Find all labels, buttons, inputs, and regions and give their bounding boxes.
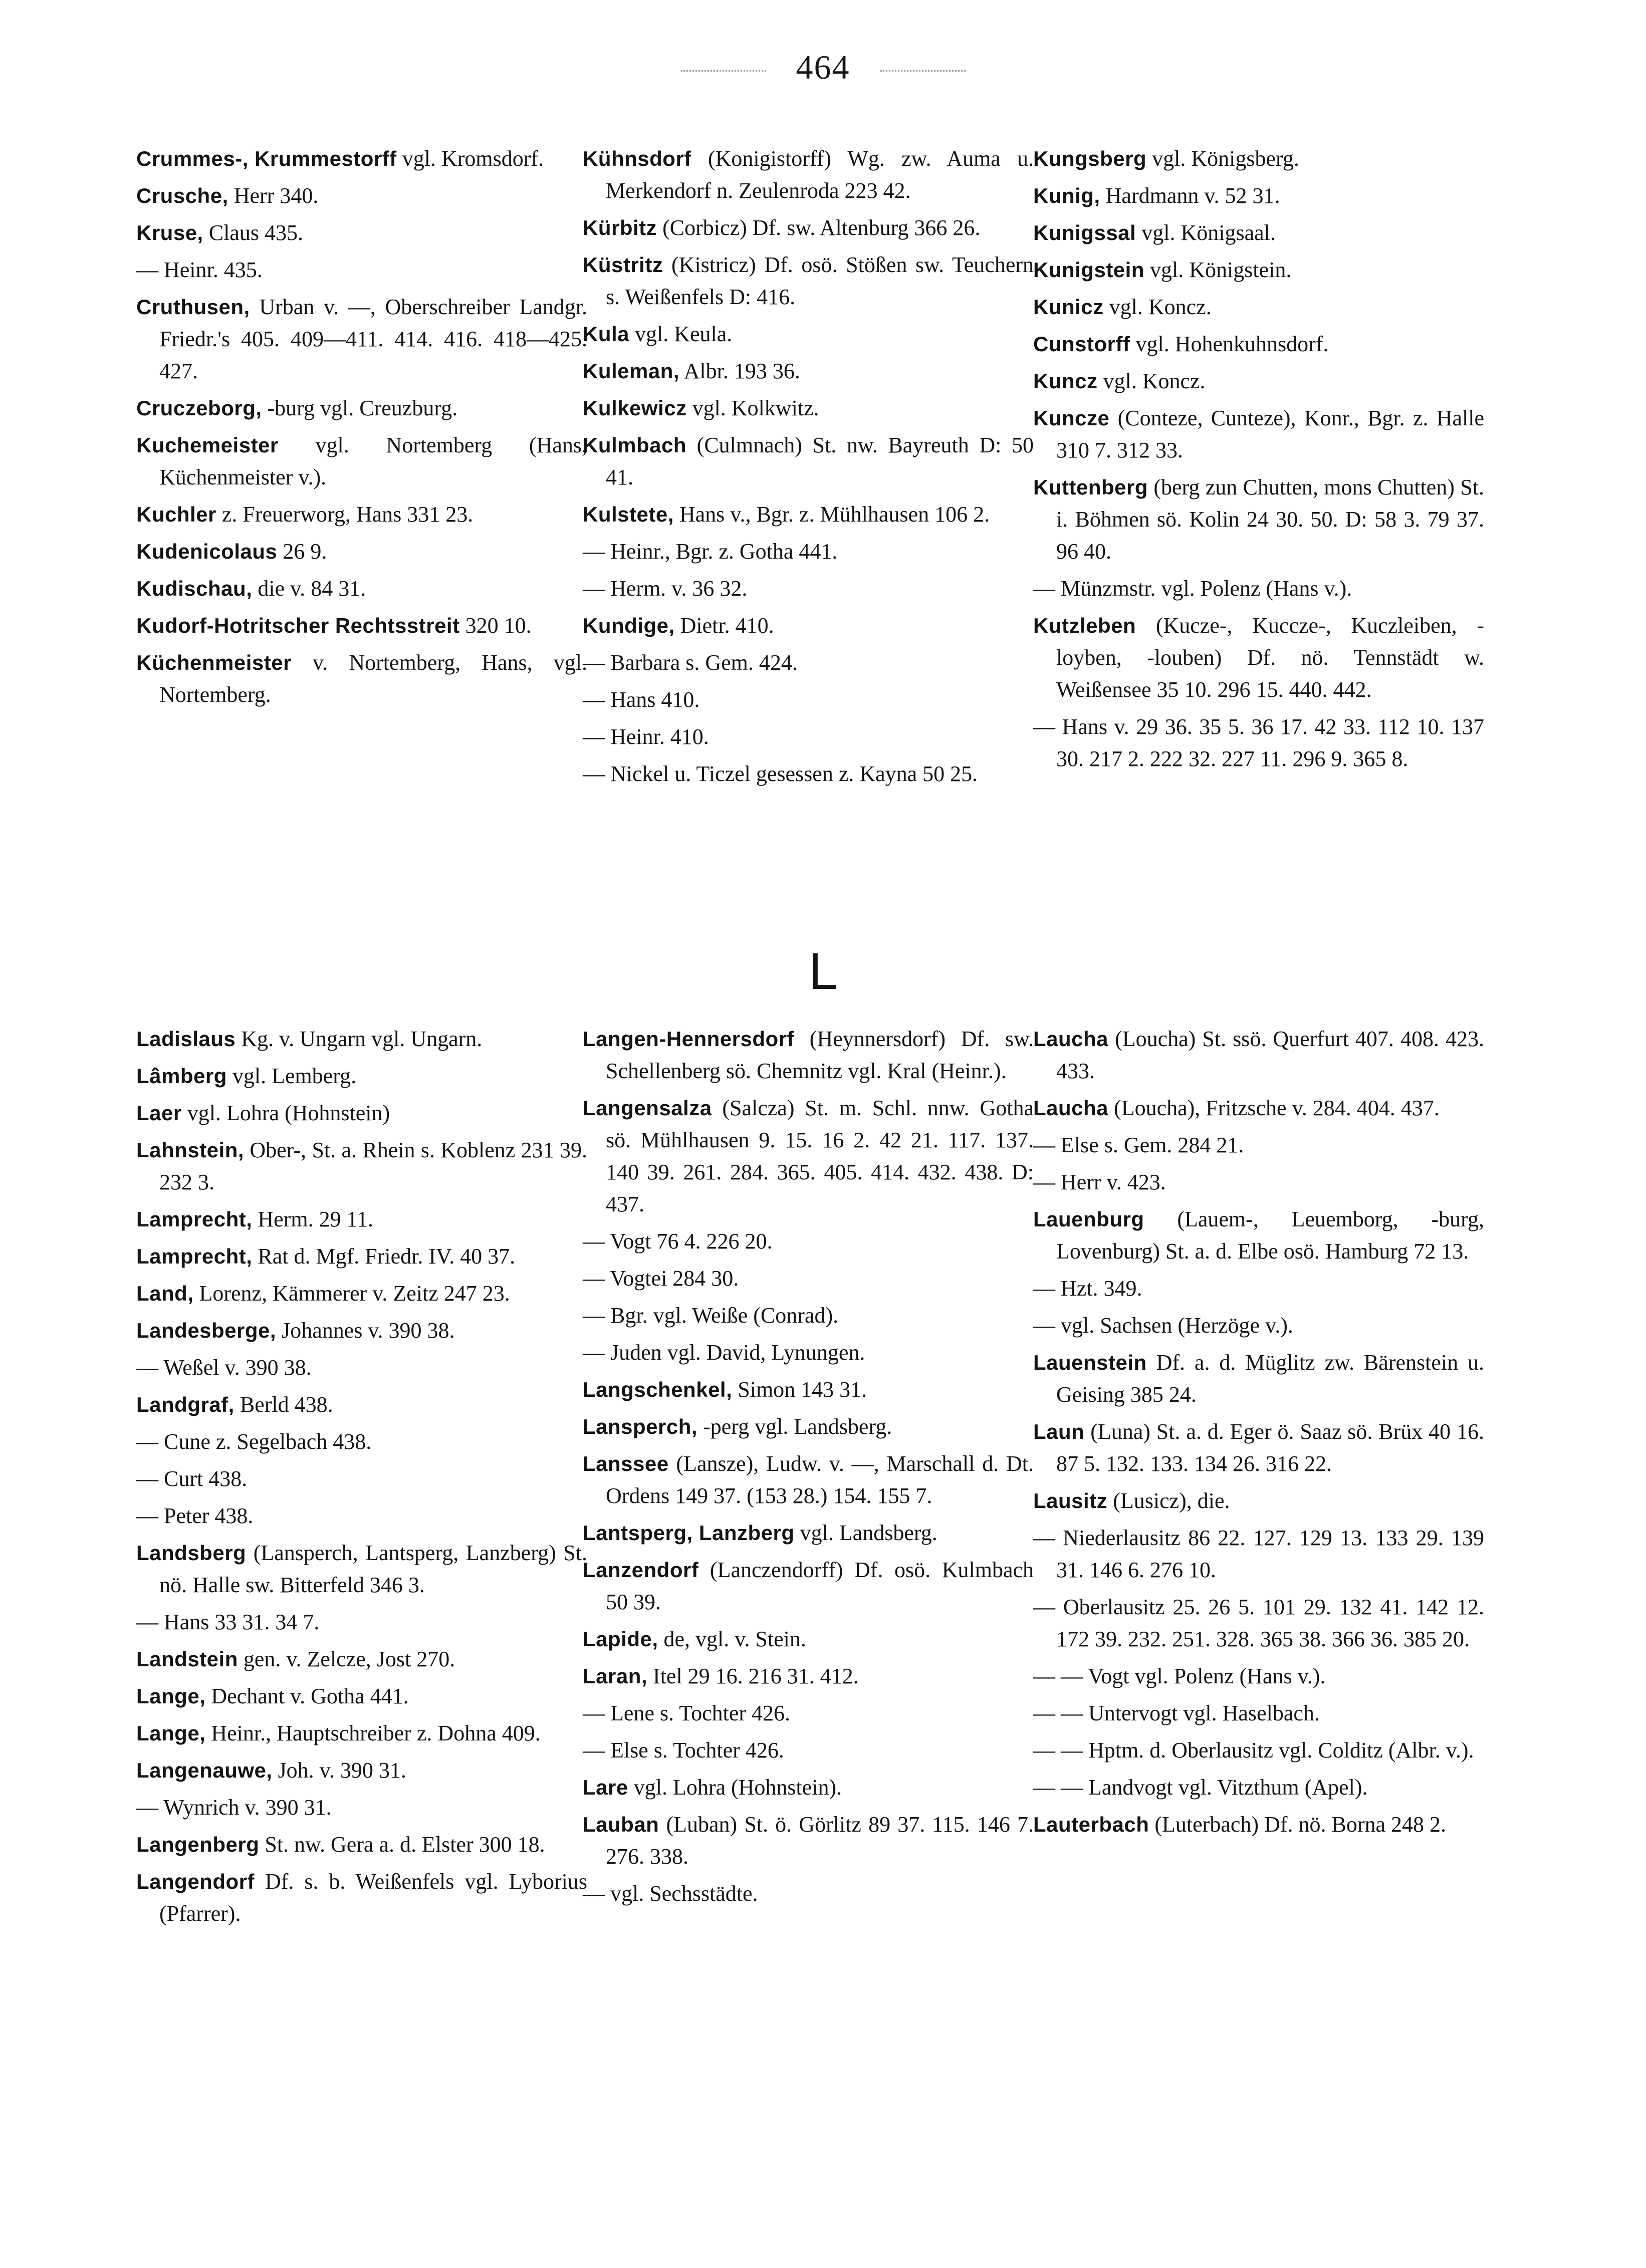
entry-text: — Herm. v. 36 32.: [583, 576, 748, 601]
entry-text: — Hzt. 349.: [1033, 1276, 1142, 1301]
index-entry: [583, 355, 1034, 387]
entry-text: Heinr., Hauptschreiber z. Dohna 409.: [205, 1721, 541, 1745]
index-entry: [1033, 1734, 1484, 1767]
entry-headword: Kutzleben: [1033, 614, 1136, 637]
entry-headword: Land,: [136, 1282, 194, 1305]
index-entry: [1033, 180, 1484, 212]
index-entry: [583, 1772, 1034, 1804]
entry-headword: Kungsberg: [1033, 147, 1147, 170]
entry-headword: Kühnsdorf: [583, 147, 691, 170]
index-entry: [1033, 291, 1484, 323]
entry-text: — Else s. Gem. 284 21.: [1033, 1133, 1244, 1157]
section-letter: L: [808, 942, 838, 1000]
entry-text: (Kistricz) Df. osö. Stößen sw. Teuchern s. Weißenfels D: 416.: [606, 253, 1034, 309]
entry-text: gen. v. Zelcze, Jost 270.: [238, 1647, 455, 1671]
entry-text: — Barbara s. Gem. 424.: [583, 650, 798, 675]
index-entry: [136, 143, 587, 175]
entry-headword: Kuncz: [1033, 369, 1098, 393]
index-entry: [583, 249, 1034, 313]
index-entry: [1033, 573, 1484, 605]
index-entry: [1033, 1697, 1484, 1729]
entry-headword: Kula: [583, 322, 630, 346]
entry-headword: Lansperch,: [583, 1415, 698, 1438]
entry-text: — Hans 410.: [583, 687, 700, 712]
entry-text: — — Landvogt vgl. Vitzthum (Apel).: [1033, 1775, 1368, 1800]
index-entry: [136, 1315, 587, 1347]
entry-text: vgl. Landsberg.: [794, 1521, 937, 1545]
index-entry: [583, 1300, 1034, 1332]
entry-headword: Kulmbach: [583, 433, 687, 457]
entry-text: v. Nortemberg, Hans, vgl. Nortemberg.: [159, 650, 587, 707]
entry-headword: Lanzendorf: [583, 1558, 699, 1582]
entry-text: — Vogtei 284 30.: [583, 1266, 739, 1291]
index-entry: [1033, 1310, 1484, 1342]
index-entry: [1033, 1660, 1484, 1692]
entry-text: (Lusicz), die.: [1107, 1488, 1230, 1513]
index-entry: [136, 1680, 587, 1712]
entry-text: die v. 84 31.: [252, 576, 366, 601]
index-column: [583, 1023, 1034, 1915]
index-entry: [583, 429, 1034, 493]
index-entry: [136, 1754, 587, 1787]
index-entry: [583, 721, 1034, 753]
entry-text: -burg vgl. Creuzburg.: [262, 396, 458, 420]
index-entry: [583, 1411, 1034, 1443]
index-entry: [1033, 365, 1484, 397]
index-entry: [136, 254, 587, 286]
entry-text: — vgl. Sachsen (Herzöge v.).: [1033, 1313, 1293, 1338]
entry-text: Joh. v. 390 31.: [272, 1758, 406, 1783]
entry-text: — — Untervogt vgl. Haselbach.: [1033, 1701, 1320, 1725]
index-entry: [136, 429, 587, 493]
index-entry: [583, 1809, 1034, 1873]
entry-headword: Lapide,: [583, 1627, 658, 1651]
index-column: [583, 143, 1034, 795]
entry-text: Df. a. d. Müglitz zw. Bärenstein u. Geising 385 24.: [1056, 1350, 1484, 1407]
entry-headword: Küchenmeister: [136, 651, 292, 674]
index-entry: [583, 1263, 1034, 1295]
entry-text: — vgl. Sechsstädte.: [583, 1881, 758, 1906]
entry-text: Herm. 29 11.: [252, 1207, 373, 1231]
entry-text: Albr. 193 36.: [679, 359, 800, 383]
index-entry: [136, 1500, 587, 1532]
index-entry: [136, 1389, 587, 1421]
entry-headword: Crusche,: [136, 184, 228, 207]
index-column: [136, 1023, 587, 1935]
index-entry: [583, 1517, 1034, 1549]
entry-headword: Laucha: [1033, 1096, 1109, 1120]
entry-headword: Kuleman,: [583, 359, 680, 383]
entry-text: — Vogt 76 4. 226 20.: [583, 1229, 773, 1253]
entry-headword: Cunstorff: [1033, 332, 1130, 356]
entry-text: vgl. Koncz.: [1103, 295, 1212, 319]
entry-headword: Lauterbach: [1033, 1813, 1149, 1836]
index-entry: [583, 684, 1034, 716]
entry-headword: Landgraf,: [136, 1393, 234, 1416]
entry-headword: Cruczeborg,: [136, 396, 262, 420]
index-entry: [583, 1623, 1034, 1655]
entry-headword: Kunig,: [1033, 184, 1100, 207]
index-entry: [1033, 711, 1484, 775]
entry-text: Itel 29 16. 216 31. 412.: [647, 1664, 859, 1688]
entry-headword: Kunigssal: [1033, 221, 1136, 244]
entry-text: vgl. Keula.: [629, 322, 733, 346]
entry-text: Dechant v. Gotha 441.: [205, 1684, 409, 1708]
index-entry: [136, 1866, 587, 1930]
index-entry: [136, 217, 587, 249]
index-entry: [583, 318, 1034, 350]
index-entry: [583, 392, 1034, 424]
entry-text: (Loucha), Fritzsche v. 284. 404. 437.: [1108, 1096, 1440, 1120]
entry-text: Dietr. 410.: [674, 613, 774, 638]
entry-text: Johannes v. 390 38.: [276, 1318, 455, 1343]
page-number: 464: [0, 48, 1646, 87]
index-column: [1033, 143, 1484, 780]
entry-text: vgl. Nortemberg (Hans, Küchenmeister v.).: [159, 433, 587, 489]
entry-headword: Langen-Hennersdorf: [583, 1027, 795, 1051]
index-entry: [136, 392, 587, 424]
entry-headword: Lantsperg, Lanzberg: [583, 1521, 795, 1545]
entry-headword: Kudenicolaus: [136, 540, 278, 563]
index-entry: [583, 1448, 1034, 1512]
index-entry: [136, 180, 587, 212]
entry-headword: Kundige,: [583, 614, 675, 637]
entry-text: vgl. Koncz.: [1097, 369, 1206, 393]
entry-text: — Nickel u. Ticzel gesessen z. Kayna 50 25.: [583, 762, 978, 786]
entry-headword: Lange,: [136, 1684, 206, 1708]
index-entry: [583, 1697, 1034, 1729]
index-entry: [136, 1023, 587, 1055]
index-entry: [136, 1537, 587, 1601]
entry-text: — Weßel v. 390 38.: [136, 1355, 312, 1380]
entry-text: vgl. Lohra (Hohnstein).: [628, 1775, 842, 1800]
entry-text: -perg vgl. Landsberg.: [697, 1414, 892, 1439]
index-entry: [1033, 1129, 1484, 1161]
entry-text: (Konigistorff) Wg. zw. Auma u. Merkendorf n. Zeulenroda 223 42.: [606, 146, 1034, 203]
index-entry: [136, 610, 587, 642]
index-entry: [1033, 471, 1484, 568]
entry-text: vgl. Königsaal.: [1136, 220, 1276, 245]
index-entry: [136, 1203, 587, 1235]
index-entry: [136, 291, 587, 387]
entry-headword: Lauenburg: [1033, 1207, 1144, 1231]
entry-text: vgl. Hohenkuhnsdorf.: [1130, 332, 1329, 356]
index-entry: [136, 1643, 587, 1675]
entry-headword: Laran,: [583, 1664, 648, 1688]
index-entry: [583, 143, 1034, 207]
index-entry: [1033, 1591, 1484, 1655]
entry-headword: Lâmberg: [136, 1064, 227, 1088]
index-entry: [1033, 402, 1484, 466]
index-entry: [583, 1554, 1034, 1618]
index-entry: [583, 1374, 1034, 1406]
entry-text: — Wynrich v. 390 31.: [136, 1795, 332, 1820]
entry-headword: Küstritz: [583, 253, 663, 277]
index-entry: [1033, 1416, 1484, 1480]
entry-text: (Lansze), Ludw. v. —, Marschall d. Dt. Ordens 149 37. (153 28.) 154. 155 7.: [606, 1451, 1034, 1508]
index-entry: [583, 610, 1034, 642]
entry-text: Simon 143 31.: [732, 1377, 867, 1402]
entry-headword: Lamprecht,: [136, 1207, 253, 1231]
entry-text: vgl. Königsberg.: [1146, 146, 1299, 171]
entry-headword: Kunigstein: [1033, 258, 1144, 282]
entry-text: z. Freuerworg, Hans 331 23.: [216, 502, 474, 527]
entry-text: Berld 438.: [234, 1392, 333, 1417]
index-entry: [136, 1463, 587, 1495]
index-entry: [136, 1097, 587, 1129]
entry-headword: Ladislaus: [136, 1027, 236, 1051]
entry-text: (Luban) St. ö. Görlitz 89 37. 115. 146 7. 276. 338.: [606, 1812, 1034, 1869]
entry-headword: Landsberg: [136, 1541, 247, 1565]
entry-headword: Langenauwe,: [136, 1758, 273, 1782]
entry-text: (Culmnach) St. nw. Bayreuth D: 50 41.: [606, 433, 1034, 489]
entry-text: Hans v., Bgr. z. Mühlhausen 106 2.: [673, 502, 990, 527]
index-entry: [136, 1606, 587, 1638]
index-entry: [136, 1426, 587, 1458]
entry-text: Hardmann v. 52 31.: [1100, 183, 1280, 208]
index-entry: [1033, 610, 1484, 706]
entry-text: — Oberlausitz 25. 26 5. 101 29. 132 41. 142 12. 172 39. 232. 251. 328. 365 38. 366 36. 385 20.: [1033, 1595, 1484, 1651]
entry-text: — Bgr. vgl. Weiße (Conrad).: [583, 1303, 839, 1328]
index-entry: [1033, 1273, 1484, 1305]
entry-text: — Münzmstr. vgl. Polenz (Hans v.).: [1033, 576, 1352, 601]
index-entry: [1033, 217, 1484, 249]
entry-text: (Conteze, Cunteze), Konr., Bgr. z. Halle 310 7. 312 33.: [1056, 406, 1484, 462]
index-entry: [1033, 328, 1484, 360]
index-entry: [1033, 143, 1484, 175]
entry-text: Rat d. Mgf. Friedr. IV. 40 37.: [252, 1244, 516, 1269]
index-entry: [1033, 1166, 1484, 1198]
entry-text: vgl. Kolkwitz.: [686, 396, 819, 420]
entry-text: (Kucze-, Kuccze-, Kuczleiben, -loyben, -louben) Df. nö. Tennstädt w. Weißensee 35 10. 296 15. 440. 442.: [1056, 613, 1484, 702]
index-entry: [1033, 1772, 1484, 1804]
entry-headword: Kürbitz: [583, 216, 657, 239]
index-entry: [583, 573, 1034, 605]
entry-text: — — Hptm. d. Oberlausitz vgl. Colditz (Albr. v.).: [1033, 1738, 1474, 1762]
index-entry: [136, 1792, 587, 1824]
index-entry: [1033, 1809, 1484, 1841]
entry-headword: Lamprecht,: [136, 1244, 253, 1268]
entry-headword: Kulstete,: [583, 502, 674, 526]
entry-text: — Lene s. Tochter 426.: [583, 1701, 791, 1725]
entry-headword: Cruthusen,: [136, 295, 250, 319]
index-entry: [583, 536, 1034, 568]
entry-text: Lorenz, Kämmerer v. Zeitz 247 23.: [193, 1281, 510, 1306]
entry-text: (Luna) St. a. d. Eger ö. Saaz sö. Brüx 40 16. 87 5. 132. 133. 134 26. 316 22.: [1056, 1419, 1484, 1476]
index-entry: [136, 1352, 587, 1384]
index-entry: [136, 1134, 587, 1198]
entry-text: (Luterbach) Df. nö. Borna 248 2.: [1149, 1812, 1446, 1837]
entry-headword: Lange,: [136, 1721, 206, 1745]
index-entry: [583, 498, 1034, 531]
entry-text: 320 10.: [459, 613, 532, 638]
entry-text: vgl. Lemberg.: [226, 1064, 357, 1088]
index-entry: [583, 647, 1034, 679]
index-entry: [1033, 1203, 1484, 1268]
entry-text: — — Vogt vgl. Polenz (Hans v.).: [1033, 1664, 1326, 1688]
entry-headword: Kruse,: [136, 221, 203, 244]
entry-headword: Langensalza: [583, 1096, 712, 1120]
entry-text: 26 9.: [277, 539, 327, 564]
entry-text: Df. s. b. Weißenfels vgl. Lyborius (Pfarrer).: [159, 1869, 587, 1926]
entry-headword: Lare: [583, 1776, 628, 1799]
entry-headword: Kuttenberg: [1033, 475, 1148, 499]
entry-text: — Heinr. 410.: [583, 724, 709, 749]
entry-headword: Landesberge,: [136, 1319, 277, 1342]
entry-text: (Lanczendorff) Df. osö. Kulmbach 50 39.: [606, 1558, 1034, 1614]
entry-text: de, vgl. v. Stein.: [658, 1627, 806, 1651]
entry-text: Ober-, St. a. Rhein s. Koblenz 231 39. 232 3.: [159, 1138, 587, 1194]
entry-text: vgl. Königstein.: [1144, 258, 1292, 282]
index-entry: [583, 1337, 1034, 1369]
index-entry: [1033, 1347, 1484, 1411]
index-entry: [583, 758, 1034, 790]
entry-text: — Peter 438.: [136, 1503, 254, 1528]
entry-headword: Kuncze: [1033, 406, 1110, 430]
index-entry: [583, 212, 1034, 244]
index-entry: [583, 1878, 1034, 1910]
index-entry: [136, 1717, 587, 1749]
entry-headword: Crummes-, Krummestorff: [136, 147, 397, 170]
index-entry: [136, 1240, 587, 1273]
index-entry: [136, 1278, 587, 1310]
entry-headword: Laun: [1033, 1420, 1085, 1443]
index-entry: [1033, 1485, 1484, 1517]
entry-headword: Kuchemeister: [136, 433, 279, 457]
entry-headword: Landstein: [136, 1647, 238, 1671]
entry-text: — Heinr. 435.: [136, 258, 263, 282]
entry-text: — Cune z. Segelbach 438.: [136, 1429, 372, 1454]
index-entry: [1033, 254, 1484, 286]
entry-headword: Lahnstein,: [136, 1138, 245, 1162]
entry-text: (Loucha) St. ssö. Querfurt 407. 408. 423. 433.: [1056, 1027, 1484, 1083]
entry-headword: Langenberg: [136, 1833, 260, 1856]
index-entry: [583, 1023, 1034, 1087]
entry-headword: Kudorf-Hotritscher Rechtsstreit: [136, 614, 460, 637]
index-entry: [1033, 1023, 1484, 1087]
entry-text: — Juden vgl. David, Lynungen.: [583, 1340, 865, 1365]
entry-text: — Herr v. 423.: [1033, 1170, 1166, 1194]
index-entry: [136, 498, 587, 531]
index-entry: [136, 1060, 587, 1092]
entry-text: (Lauem-, Leuemborg, -burg, Lovenburg) St. a. d. Elbe osö. Hamburg 72 13.: [1056, 1207, 1484, 1264]
index-column: [1033, 1023, 1484, 1846]
entry-text: (Heynnersdorf) Df. sw. Schellenberg sö. Chemnitz vgl. Kral (Heinr.).: [606, 1027, 1034, 1083]
entry-text: — Hans v. 29 36. 35 5. 36 17. 42 33. 112 10. 137 30. 217 2. 222 32. 227 11. 296 9. 365 8.: [1033, 714, 1484, 771]
index-entry: [136, 647, 587, 711]
index-entry: [136, 536, 587, 568]
entry-text: vgl. Kromsdorf.: [396, 146, 544, 171]
entry-text: St. nw. Gera a. d. Elster 300 18.: [259, 1832, 545, 1857]
index-entry: [136, 1829, 587, 1861]
entry-text: Urban v. —, Oberschreiber Landgr. Friedr.'s 405. 409—411. 414. 416. 418—425. 427.: [159, 295, 587, 383]
entry-text: (Lansperch, Lantsperg, Lanzberg) St. nö. Halle sw. Bitterfeld 346 3.: [159, 1541, 587, 1597]
entry-headword: Laer: [136, 1101, 182, 1125]
entry-text: — Niederlausitz 86 22. 127. 129 13. 133 29. 139 31. 146 6. 276 10.: [1033, 1526, 1484, 1582]
entry-headword: Lauban: [583, 1813, 659, 1836]
entry-text: (berg zun Chutten, mons Chutten) St. i. Böhmen sö. Kolin 24 30. 50. D: 58 3. 79 37. 96 40.: [1056, 475, 1484, 564]
index-entry: [1033, 1522, 1484, 1586]
entry-text: — Heinr., Bgr. z. Gotha 441.: [583, 539, 838, 564]
entry-headword: Kudischau,: [136, 577, 253, 600]
index-entry: [136, 573, 587, 605]
entry-headword: Langschenkel,: [583, 1378, 733, 1401]
index-column: [136, 143, 587, 716]
index-entry: [1033, 1092, 1484, 1124]
entry-headword: Lauenstein: [1033, 1351, 1147, 1374]
entry-headword: Lausitz: [1033, 1489, 1108, 1513]
entry-headword: Kulkewicz: [583, 396, 687, 420]
entry-headword: Laucha: [1033, 1027, 1109, 1051]
entry-headword: Langendorf: [136, 1870, 255, 1893]
entry-text: — Else s. Tochter 426.: [583, 1738, 784, 1762]
entry-text: Herr 340.: [228, 183, 319, 208]
entry-text: — Curt 438.: [136, 1466, 248, 1491]
index-entry: [583, 1092, 1034, 1220]
entry-headword: Kunicz: [1033, 295, 1104, 319]
entry-text: Kg. v. Ungarn vgl. Ungarn.: [236, 1027, 483, 1051]
entry-text: Claus 435.: [203, 220, 303, 245]
entry-text: vgl. Lohra (Hohnstein): [181, 1101, 390, 1125]
index-entry: [583, 1225, 1034, 1257]
index-entry: [583, 1660, 1034, 1692]
entry-headword: Lanssee: [583, 1452, 669, 1475]
entry-text: (Corbicz) Df. sw. Altenburg 366 26.: [657, 215, 981, 240]
entry-text: — Hans 33 31. 34 7.: [136, 1610, 320, 1634]
entry-text: (Salcza) St. m. Schl. nnw. Gotha sö. Mühlhausen 9. 15. 16 2. 42 21. 117. 137. 140 39. 261. 284. 365. 405. 414. 432. 438. D: 437.: [606, 1096, 1034, 1216]
index-entry: [583, 1734, 1034, 1767]
entry-headword: Kuchler: [136, 502, 216, 526]
